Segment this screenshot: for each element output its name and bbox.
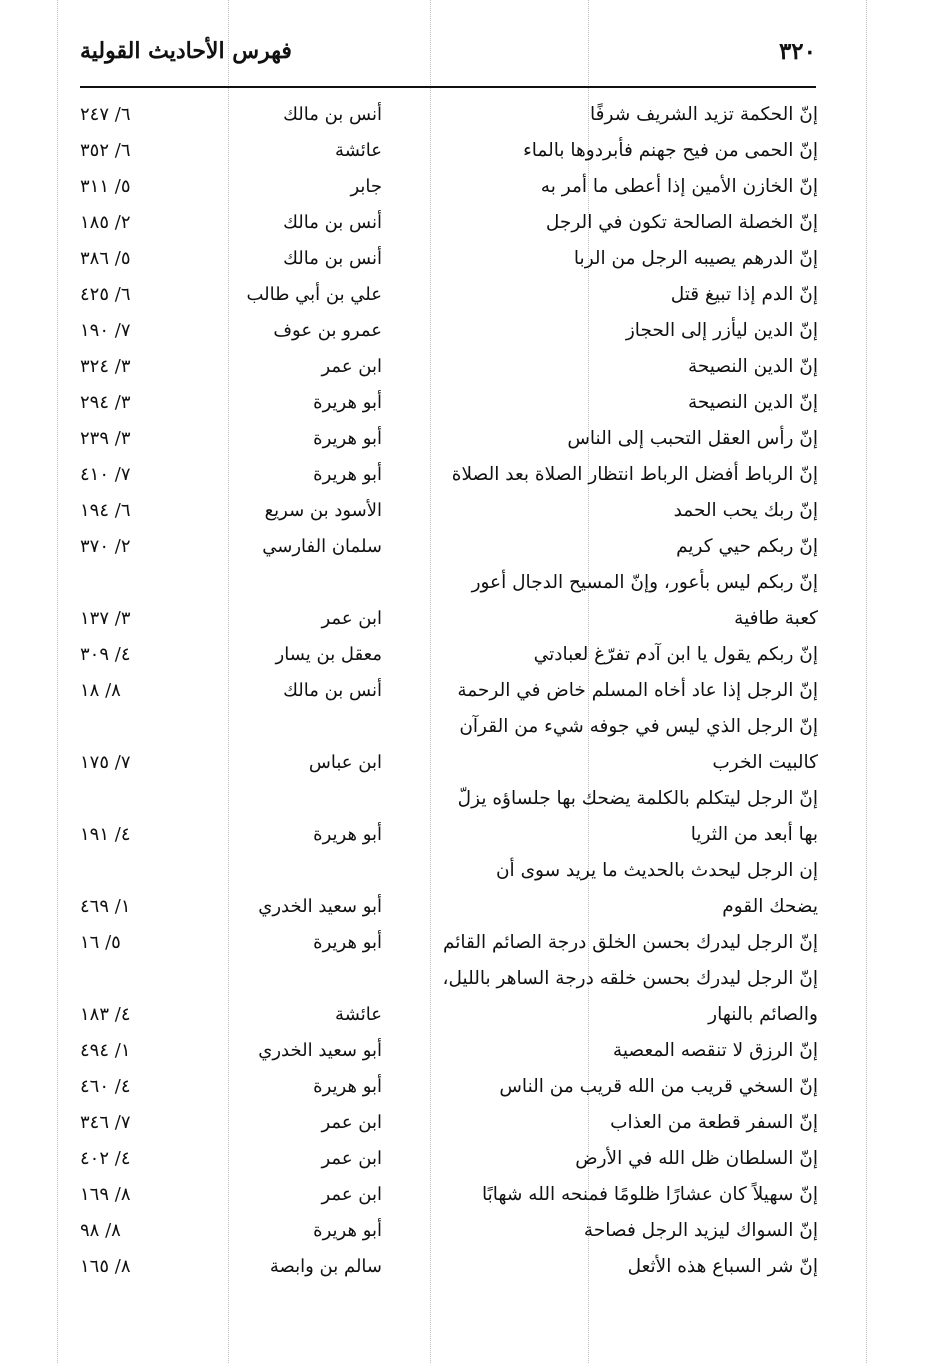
narrator: أنس بن مالك [283,680,382,701]
index-row [80,529,818,565]
hadith-text: إنّ السواك ليزيد الرجل فصاحة [583,1220,818,1241]
hadith-text: إنّ الرباط أفضل الرباط انتظار الصلاة بعد الصلاة [451,464,818,485]
hadith-text: إنّ الرجل ليتكلم بالكلمة يضحك بها جلساؤه يزلّ [457,788,818,809]
volume-page-reference: ٤/ ١٩١ [80,824,131,845]
narrator: أبو هريرة [313,428,382,449]
page-header [80,34,816,82]
hadith-text: إنّ ربكم ليس بأعور، وإنّ المسيح الدجال أعور [471,572,818,593]
hadith-text: إنّ شر السباع هذه الأثعل [627,1256,818,1277]
hadith-text-continuation: كالبيت الخرب [712,752,818,773]
hadith-text: إنّ السخي قريب من الله قريب من الناس [499,1076,818,1097]
volume-page-reference: ٣/ ٢٣٩ [80,428,131,449]
index-row [80,493,818,529]
volume-page-reference: ٧/ ١٧٥ [80,752,131,773]
volume-page-reference: ٦/ ٣٥٢ [80,140,131,161]
narrator: علي بن أبي طالب [246,284,382,305]
volume-page-reference: ٣/ ٢٩٤ [80,392,131,413]
index-row [80,781,818,853]
hadith-text: إنّ السلطان ظل الله في الأرض [575,1148,818,1169]
narrator: الأسود بن سريع [264,500,382,521]
index-row [80,1177,818,1213]
hadith-text: إنّ الرزق لا تنقصه المعصية [612,1040,818,1061]
volume-page-reference: ٣/ ١٣٧ [80,608,131,629]
index-row [80,1069,818,1105]
index-row [80,421,818,457]
hadith-text: إنّ رأس العقل التحبب إلى الناس [567,428,818,449]
narrator: ابن عمر [321,1112,382,1133]
index-row [80,565,818,637]
index-row [80,853,818,925]
hadith-text: إنّ الدين النصيحة [687,392,818,413]
narrator: أنس بن مالك [283,212,382,233]
narrator: ابن عمر [321,608,382,629]
volume-page-reference: ٣/ ٣٢٤ [80,356,131,377]
narrator: أبو هريرة [313,392,382,413]
hadith-text-continuation: كعبة طافية [734,608,818,629]
index-row [80,133,818,169]
hadith-text-continuation: بها أبعد من الثريا [690,824,818,845]
narrator: أبو هريرة [313,464,382,485]
volume-page-reference: ٧/ ٤١٠ [80,464,131,485]
page-number: ٣٢٠ [778,38,816,65]
narrator: عمرو بن عوف [273,320,382,341]
narrator: أنس بن مالك [283,104,382,125]
volume-page-reference: ٧/ ١٩٠ [80,320,131,341]
hadith-text: إنّ الدين ليأزر إلى الحجاز [625,320,818,341]
index-row [80,1213,818,1249]
index-row [80,1105,818,1141]
narrator: أبو هريرة [313,1220,382,1241]
hadith-text: إنّ الدرهم يصيبه الرجل من الربا [573,248,818,269]
narrator: سالم بن وابصة [269,1256,382,1277]
index-row [80,457,818,493]
hadith-index-table [80,97,818,1285]
narrator: عائشة [335,140,382,161]
index-row [80,277,818,313]
volume-page-reference: ٦/ ٢٤٧ [80,104,131,125]
hadith-text: إن الرجل ليحدث بالحديث ما يريد سوى أن [495,860,818,881]
index-row [80,313,818,349]
volume-page-reference: ١/ ٤٦٩ [80,896,131,917]
hadith-text: إنّ الحمى من فيح جهنم فأبردوها بالماء [523,140,818,161]
volume-page-reference: ٢/ ٣٧٠ [80,536,131,557]
index-row [80,673,818,709]
volume-page-reference: ٥/ ٣٨٦ [80,248,131,269]
hadith-text: إنّ الرجل إذا عاد أخاه المسلم خاض في الرحمة [457,680,818,701]
narrator: جابر [350,176,382,197]
index-row [80,385,818,421]
hadith-text: إنّ ربك يحب الحمد [673,500,818,521]
index-row [80,1033,818,1069]
narrator: ابن عمر [321,1184,382,1205]
hadith-text: إنّ الدين النصيحة [687,356,818,377]
narrator: معقل بن يسار [275,644,382,665]
hadith-text: إنّ الرجل الذي ليس في جوفه شيء من القرآن [459,716,818,737]
index-row [80,97,818,133]
volume-page-reference: ٤/ ٤٦٠ [80,1076,131,1097]
narrator: أبو هريرة [313,932,382,953]
index-row [80,205,818,241]
volume-page-reference: ٦/ ١٩٤ [80,500,131,521]
narrator: ابن عمر [321,1148,382,1169]
volume-page-reference: ٨/ ٩٨ [80,1220,121,1241]
running-title: فهرس الأحاديث القولية [80,38,292,64]
volume-page-reference: ٦/ ٤٢٥ [80,284,131,305]
narrator: أبو هريرة [313,1076,382,1097]
hadith-text: إنّ الخصلة الصالحة تكون في الرجل [545,212,818,233]
hadith-text: إنّ ربكم حيي كريم [676,536,818,557]
narrator: عائشة [335,1004,382,1025]
index-row [80,637,818,673]
narrator: أبو سعيد الخدري [258,896,382,917]
hadith-text: إنّ الرجل ليدرك بحسن خلقه درجة الساهر بالليل، [442,968,818,989]
index-row [80,709,818,781]
index-row [80,241,818,277]
volume-page-reference: ٨/ ١٨ [80,680,121,701]
volume-page-reference: ٤/ ١٨٣ [80,1004,131,1025]
volume-page-reference: ٨/ ١٦٥ [80,1256,131,1277]
volume-page-reference: ٨/ ١٦٩ [80,1184,131,1205]
narrator: أنس بن مالك [283,248,382,269]
index-row [80,349,818,385]
volume-page-reference: ٢/ ١٨٥ [80,212,131,233]
index-row [80,961,818,1033]
index-row [80,169,818,205]
hadith-text: إنّ السفر قطعة من العذاب [610,1112,818,1133]
volume-page-reference: ٤/ ٣٠٩ [80,644,131,665]
narrator: أبو سعيد الخدري [258,1040,382,1061]
narrator: ابن عباس [308,752,382,773]
hadith-text: إنّ الحكمة تزيد الشريف شرفًا [590,104,818,125]
narrator: ابن عمر [321,356,382,377]
hadith-text: إنّ ربكم يقول يا ابن آدم تفرّغ لعبادتي [533,644,818,665]
hadith-text: إنّ الدم إذا تبيغ قتل [670,284,818,305]
hadith-text: إنّ الرجل ليدرك بحسن الخلق درجة الصائم القائم [442,932,818,953]
scan-artifact-line [57,0,58,1363]
hadith-text: إنّ سهيلاً كان عشارًا ظلومًا فمنحه الله شهابًا [481,1184,818,1205]
header-rule [80,86,816,88]
scan-artifact-line [866,0,867,1363]
narrator: سلمان الفارسي [262,536,382,557]
hadith-text-continuation: والصائم بالنهار [708,1004,818,1025]
index-row [80,1249,818,1285]
index-row [80,1141,818,1177]
volume-page-reference: ١/ ٤٩٤ [80,1040,131,1061]
index-row [80,925,818,961]
narrator: أبو هريرة [313,824,382,845]
hadith-text-continuation: يضحك القوم [722,896,818,917]
hadith-text: إنّ الخازن الأمين إذا أعطى ما أمر به [540,176,818,197]
volume-page-reference: ٥/ ١٦ [80,932,121,953]
volume-page-reference: ٥/ ٣١١ [80,176,131,197]
volume-page-reference: ٤/ ٤٠٢ [80,1148,131,1169]
volume-page-reference: ٧/ ٣٤٦ [80,1112,131,1133]
